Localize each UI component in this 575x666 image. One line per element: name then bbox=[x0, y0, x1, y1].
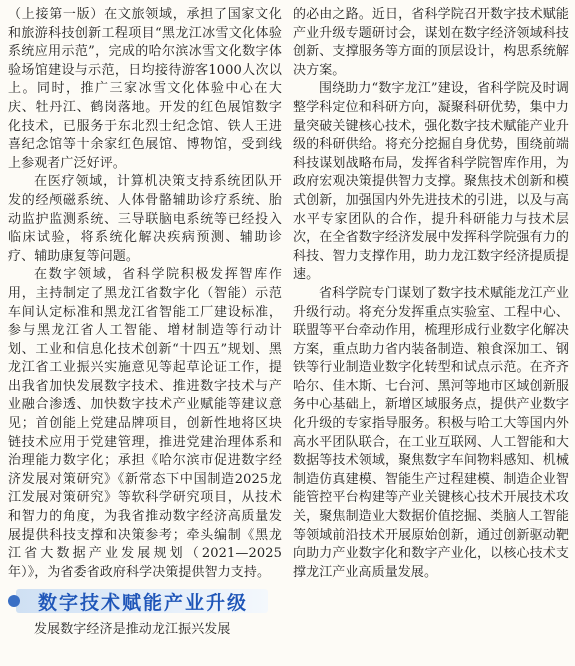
right-paragraph-1: 的必由之路。近日，省科学院召开数字技术赋能产业升级专题研讨会，谋划在数字经济领域科技创新、支撑服务等方面的顶层设计，构思系统解决方案。 bbox=[293, 7, 569, 78]
left-paragraph-4: 发展数字经济是推动龙江振兴发展 bbox=[34, 622, 231, 638]
section-heading-text: 数字技术赋能产业升级 bbox=[38, 592, 249, 615]
section-heading bbox=[8, 586, 282, 616]
right-column bbox=[293, 6, 569, 662]
article-columns bbox=[8, 6, 569, 662]
right-paragraph-2: 围绕助力“数字龙江”建设，省科学院及时调整学科定位和科研方向，凝聚科研优势，集中力量突破关键核心技术，强化数字技术赋能产业升级的科研供给。将充分挖掘自身优势，围绕前端科技谋划战略布局，发挥省科学院智库作用，为政府宏观决策提供智力支撑。聚焦技术创新和模式创新，加强国内外先进技术的引进，以及与高水平专家团队的合作，提升科研能力与技术层次，在全省数字经济发展中发挥科学院强有力的科技、智力支撑作用，助力龙江数字经济提质提速。 bbox=[293, 81, 569, 283]
left-paragraph-1: （上接第一版）在文旅领域，承担了国家文化和旅游科技创新工程项目“黑龙江冰雪文化体验系统应用示范”，完成的哈尔滨冰雪文化数字体验场馆建设与示范，日均接待游客1000人次以上。同时，推广三家冰雪文化体验中心在大庆、牡丹江、鹤岗落地。开发的红色展馆数字化技术，已服务于东北烈士纪念馆、铁人王进喜纪念馆等十余家红色展馆、博物馆，受到线上参观者广泛好评。 bbox=[8, 7, 282, 171]
left-paragraph-2: 在医疗领域，计算机决策支持系统团队开发的经颅磁系统、人体骨骼辅助诊疗系统、胎动监护监测系统、三导联脑电系统等已经投入临床试验，将系统化解决疾病预测、辅助诊疗、辅助康复等问题。 bbox=[8, 174, 282, 264]
right-paragraph-3: 省科学院专门谋划了数字技术赋能龙江产业升级行动。将充分发挥重点实验室、工程中心、联盟等平台牵动作用，梳理形成行业数字化解决方案，重点助力省内装备制造、粮食深加工、钢铁等行业制造业数字化转型和试点示范。在齐齐哈尔、佳木斯、七台河、黑河等地市区域创新服务中心基础上，新增区域服务点，提供产业数字化升级的专家指导服务。积极与哈工大等国内外高水平团队联合，在工业互联网、人工智能和大数据等技术领域，聚焦数字车间物料感知、机械制造仿真建模、智能生产过程建模、制造企业智能管控平台构建等产业关键核心技术开展技术攻关，聚焦制造业大数据价值挖掘、类脑人工智能等领域前沿技术开展原始创新，通过创新驱动靶向助力产业数字化和数字产业化，以核心技术支撑龙江产业高质量发展。 bbox=[293, 285, 569, 580]
left-column bbox=[8, 6, 282, 662]
left-paragraph-3: 在数字领域，省科学院积极发挥智库作用，主持制定了黑龙江省数字化（智能）示范车间认定标准和黑龙江省智能工厂建设标准，参与黑龙江省人工智能、增材制造等行动计划、工业和信息化技术创新“十四五”规划、黑龙江省工业振兴实施意见等起草论证工作，提出我省加快发展数字技术、推进数字技术与产业融合渗透、加快数字技术产业赋能等建议意见；首创能上党建品牌项目，创新性地将区块链技术应用于党建管理，推进党建治理体系和治理能力数字化；承担《哈尔滨市促进数字经济发展对策研究》《新常态下中国制造2025龙江发展对策研究》等软科学研究项目，从技术和智力的角度，为我省推动数字经济高质量发展提供科技支撑和决策参考；牵头编制《黑龙江省大数据产业发展规划（2021—2025年）》，为省委省政府科学决策提供智力支持。 bbox=[8, 267, 282, 580]
